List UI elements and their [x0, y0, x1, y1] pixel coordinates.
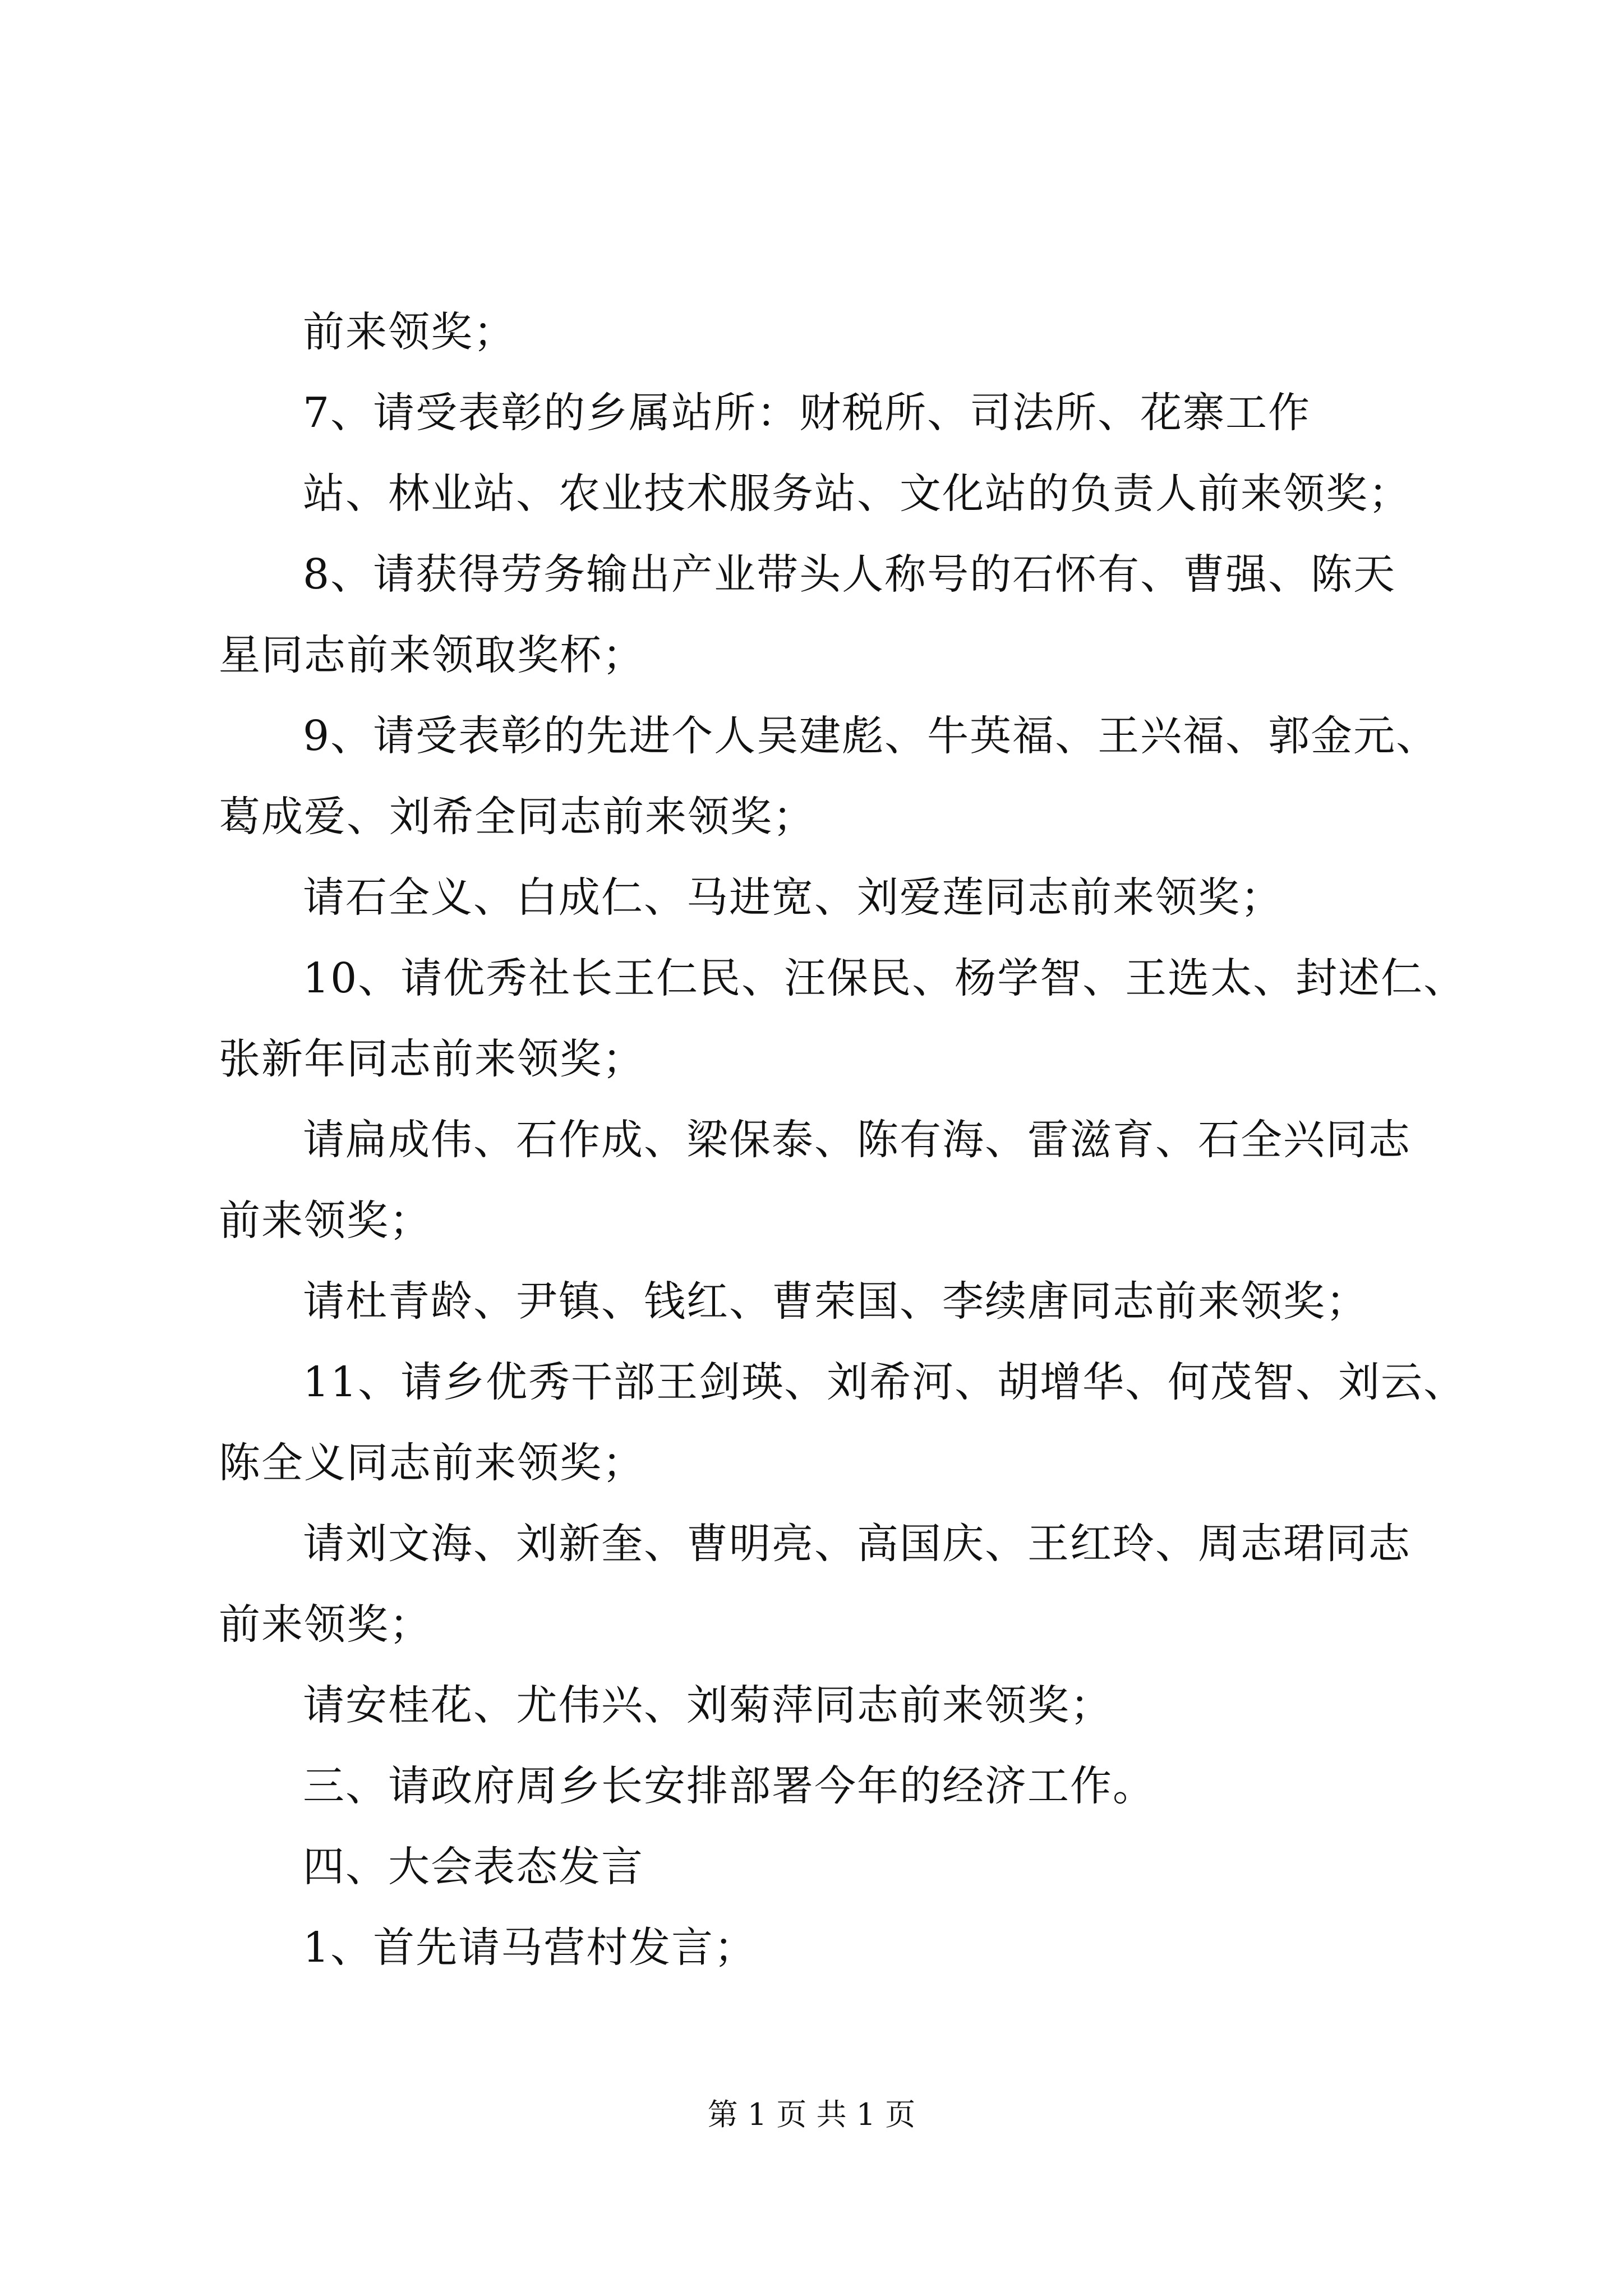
- text-line: 请扁成伟、石作成、梁保泰、陈有海、雷滋育、石全兴同志: [303, 1116, 1411, 1164]
- text-line: 葛成爱、刘希全同志前来领奖；: [219, 793, 815, 841]
- text-line: 请杜青龄、尹镇、钱红、曹荣国、李续唐同志前来领奖；: [303, 1277, 1368, 1326]
- text-line: 11、请乡优秀干部王剑瑛、刘希河、胡增华、何茂智、刘云、: [303, 1358, 1467, 1406]
- text-line: 站、林业站、农业技术服务站、文化站的负责人前来领奖；: [303, 470, 1411, 518]
- text-line: 1、首先请马营村发言；: [303, 1924, 757, 1972]
- text-line: 9、请受表彰的先进个人吴建彪、牛英福、王兴福、郭金元、: [303, 712, 1439, 760]
- page-number-footer: 第 1 页 共 1 页: [707, 2097, 916, 2132]
- text-line: 前来领奖；: [219, 1197, 432, 1245]
- text-line: 请刘文海、刘新奎、曹明亮、高国庆、王红玲、周志珺同志: [303, 1520, 1411, 1568]
- text-line: 前来领奖；: [303, 308, 516, 356]
- document-body: [219, 292, 1467, 1988]
- text-line: 张新年同志前来领奖；: [219, 1035, 645, 1083]
- text-line: 8、请获得劳务输出产业带头人称号的石怀有、曹强、陈天: [303, 550, 1396, 599]
- text-line: 四、大会表态发言: [303, 1843, 644, 1891]
- text-line: 请石全义、白成仁、马进宽、刘爱莲同志前来领奖；: [303, 873, 1283, 922]
- text-line: 前来领奖；: [219, 1600, 432, 1649]
- text-line: 陈全义同志前来领奖；: [219, 1439, 645, 1487]
- text-line: 请安桂花、尤伟兴、刘菊萍同志前来领奖；: [303, 1681, 1113, 1729]
- text-line: 10、请优秀社长王仁民、汪保民、杨学智、王选太、封述仁、: [303, 954, 1467, 1002]
- text-line: 7、请受表彰的乡属站所：财税所、司法所、花寨工作: [303, 389, 1311, 437]
- text-line: 星同志前来领取奖杯；: [219, 631, 645, 679]
- text-line: 三、请政府周乡长安排部署今年的经济工作。: [303, 1762, 1155, 1810]
